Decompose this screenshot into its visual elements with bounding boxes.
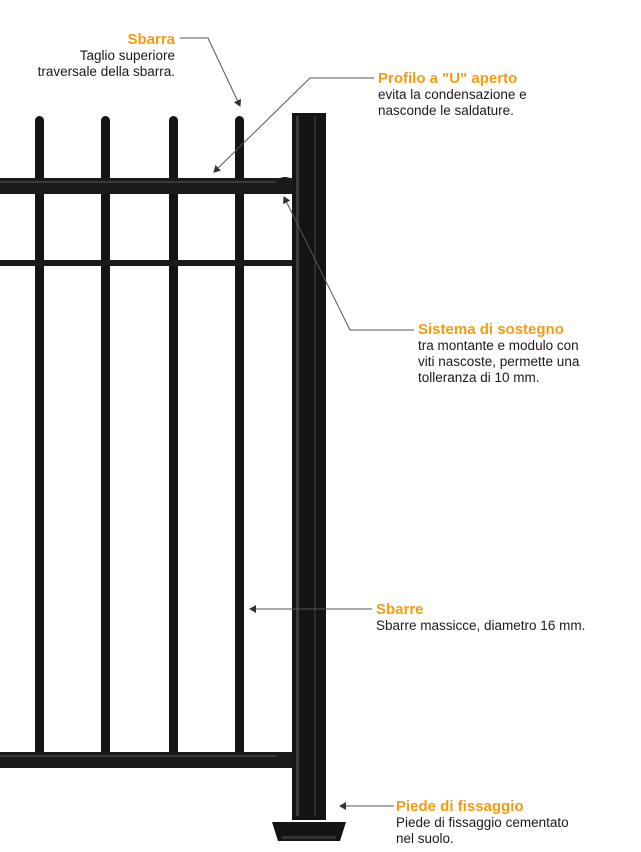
- callout-sbarre: [376, 601, 585, 634]
- middle-rail: [0, 260, 295, 266]
- callout-desc-line: evita la condensazione e: [378, 87, 527, 102]
- callout-desc-line: viti nascoste, permette una: [418, 354, 580, 369]
- leader-sbarra: [180, 38, 240, 106]
- bottom-rail-highlight: [0, 755, 295, 757]
- bar: [235, 116, 244, 762]
- base-plate: [272, 822, 346, 841]
- bar: [101, 116, 110, 762]
- vertical-bars: [35, 116, 244, 762]
- callout-title: Sistema di sostegno: [418, 321, 564, 338]
- callout-title: Profilo a "U" aperto: [378, 70, 518, 87]
- callout-desc-line: Taglio superiore: [79, 48, 175, 63]
- callout-desc-line: Piede di fissaggio cementato: [396, 815, 569, 830]
- top-rail-highlight: [0, 181, 295, 183]
- callout-title: Sbarre: [376, 601, 424, 618]
- callout-desc-line: tra montante e modulo con: [418, 338, 579, 353]
- callout-sbarra: [38, 31, 175, 80]
- callout-title: Sbarra: [127, 31, 175, 48]
- callout-desc-line: traversale della sbarra.: [37, 64, 175, 79]
- callout-desc-line: tolleranza di 10 mm.: [418, 370, 540, 385]
- rails: [0, 178, 295, 768]
- post: [292, 113, 326, 820]
- callout-sistema: [418, 321, 579, 386]
- callout-title: Piede di fissaggio: [396, 798, 524, 815]
- bottom-rail: [0, 752, 295, 768]
- top-rail: [0, 178, 295, 194]
- callout-desc-line: nasconde le saldature.: [378, 103, 514, 118]
- bar: [35, 116, 44, 762]
- callout-desc-line: nel suolo.: [396, 831, 454, 846]
- bar: [169, 116, 178, 762]
- callout-profilo: [378, 70, 527, 119]
- callout-piede: [396, 798, 569, 847]
- callout-desc-line: Sbarre massicce, diametro 16 mm.: [376, 618, 586, 633]
